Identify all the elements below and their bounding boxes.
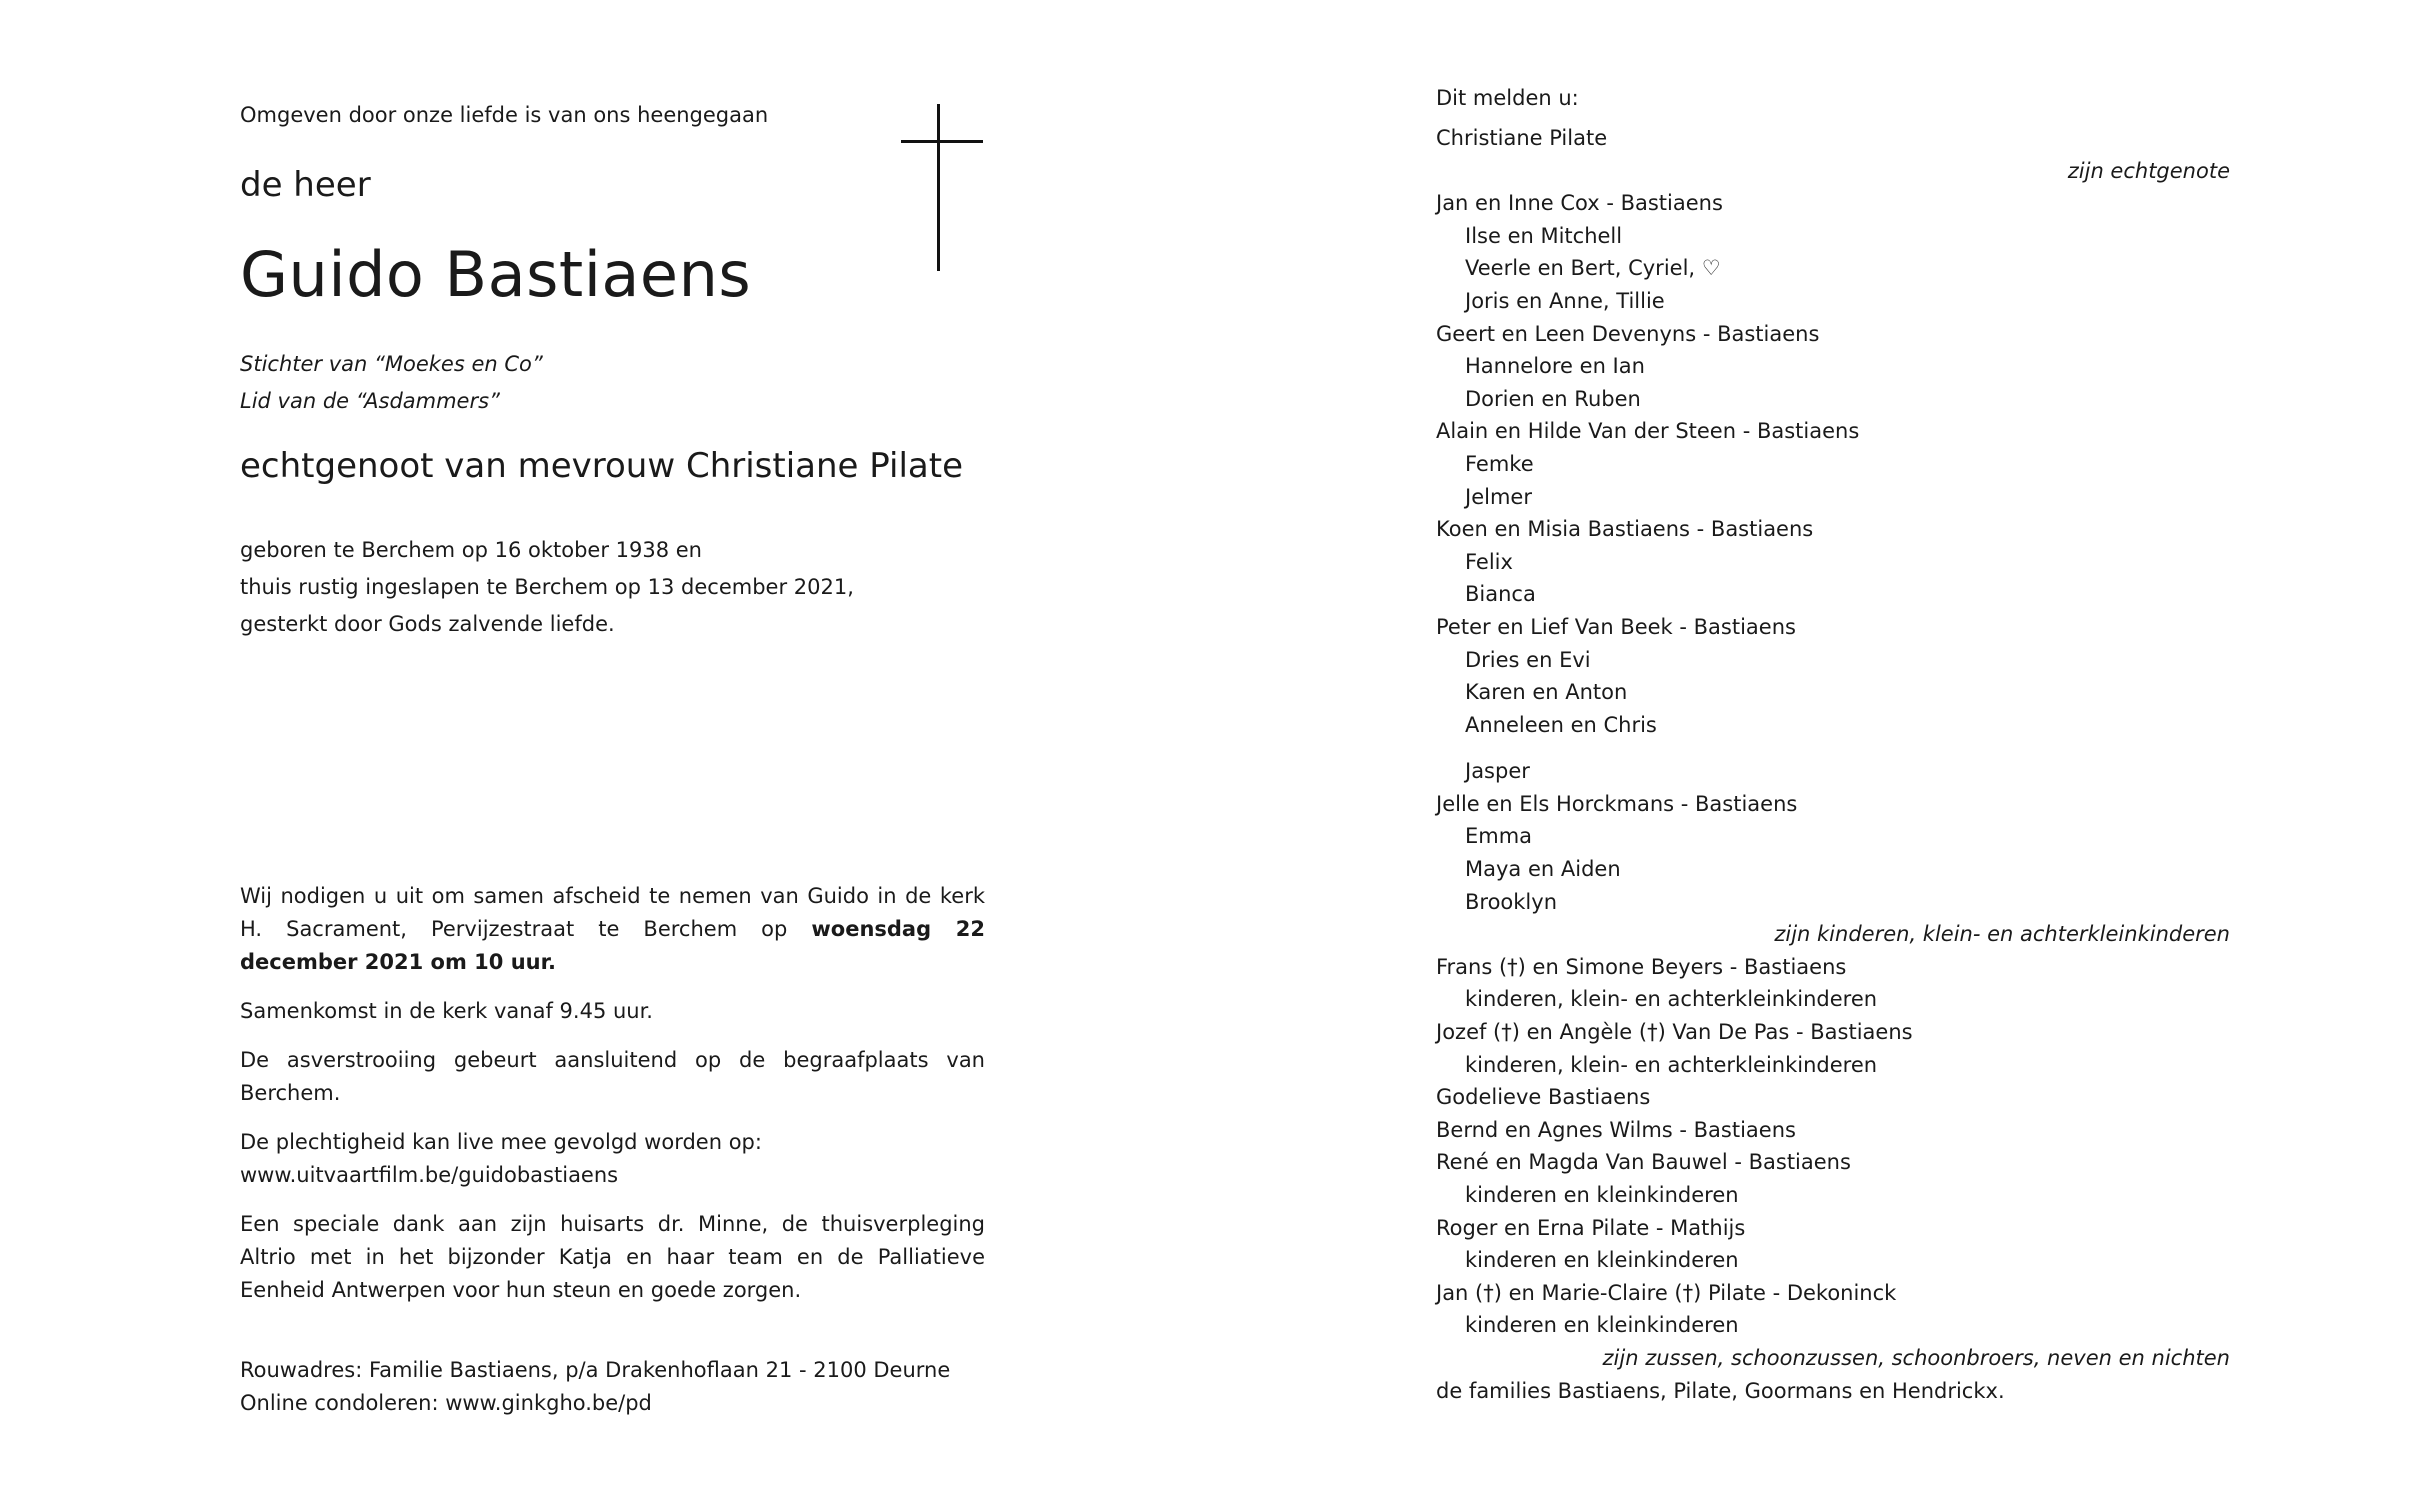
- family-entry: kinderen en kleinkinderen: [1465, 1313, 1739, 1338]
- relation-label: zijn echtgenote: [2067, 158, 2230, 183]
- family-entry: Jan (†) en Marie-Claire (†) Pilate - Dekoninck: [1436, 1280, 1897, 1305]
- gathering-paragraph: Samenkomst in de kerk vanaf 9.45 uur.: [240, 999, 653, 1023]
- relation-label: zijn zussen, schoonzussen, schoonbroers, neven en nichten: [1602, 1345, 2230, 1370]
- family-entry: Ilse en Mitchell: [1465, 223, 1623, 248]
- family-entry: René en Magda Van Bauwel - Bastiaens: [1436, 1150, 1851, 1175]
- family-entry: Veerle en Bert, Cyriel, ♡: [1465, 256, 1721, 281]
- family-entry: Jasper: [1465, 759, 1530, 784]
- family-entry: kinderen en kleinkinderen: [1465, 1183, 1739, 1207]
- left-page: [0, 0, 1213, 1509]
- family-entry: Emma: [1465, 824, 1533, 849]
- footer: [240, 1354, 950, 1420]
- livestream-paragraph: [240, 1126, 985, 1192]
- family-entry: Jozef (†) en Angèle (†) Van De Pas - Bastiaens: [1436, 1020, 1913, 1045]
- family-entry: Godelieve Bastiaens: [1436, 1085, 1651, 1110]
- invitation-paragraph: [240, 880, 985, 979]
- family-entry: Joris en Anne, Tillie: [1465, 288, 1665, 313]
- family-entry: Frans (†) en Simone Beyers - Bastiaens: [1436, 954, 1847, 979]
- family-entry: Christiane Pilate: [1436, 126, 1608, 150]
- roles: [240, 346, 543, 420]
- family-entry: Felix: [1465, 549, 1513, 574]
- family-announcement: [1436, 82, 2230, 1407]
- family-entry: Jan en Inne Cox - Bastiaens: [1436, 191, 1723, 216]
- family-entry: Peter en Lief Van Beek - Bastiaens: [1436, 614, 1796, 639]
- life-dates: [240, 532, 854, 643]
- announcement-heading: Dit melden u:: [1436, 86, 1579, 110]
- family-entry: Dries en Evi: [1465, 647, 1591, 672]
- deceased-name: Guido Bastiaens: [240, 238, 752, 311]
- family-entry: Alain en Hilde Van der Steen - Bastiaens: [1436, 419, 1860, 444]
- invitation-text: Wij nodigen u uit om samen afscheid te nemen van Guido in de kerk H. Sacrament, Pervijzestraat te Berchem op: [240, 884, 985, 941]
- family-entry: Hannelore en Ian: [1465, 354, 1645, 379]
- service-date: woensdag 22 december 2021 om 10 uur.: [240, 917, 986, 974]
- family-entry: Geert en Leen Devenyns - Bastiaens: [1436, 321, 1820, 346]
- online-condolences: Online condoleren: www.ginkgho.be/pd: [240, 1391, 652, 1415]
- ashes-paragraph: De asverstrooiing gebeurt aansluitend op de begraafplaats van Berchem.: [240, 1048, 985, 1105]
- livestream-label: De plechtigheid kan live mee gevolgd worden op:: [240, 1130, 762, 1154]
- family-entry: Roger en Erna Pilate - Mathijs: [1436, 1215, 1746, 1240]
- family-entry: Femke: [1465, 451, 1534, 476]
- family-entry: kinderen, klein- en achterkleinkinderen: [1465, 987, 1878, 1012]
- family-entry: Bernd en Agnes Wilms - Bastiaens: [1436, 1117, 1796, 1142]
- thanks-paragraph: Een speciale dank aan zijn huisarts dr. Minne, de thuisverpleging Altrio met in het bijzonder Katja en haar team en de Palliatieve Eenheid Antwerpen voor hun steun en goede zorgen.: [240, 1212, 985, 1302]
- family-entry: Anneleen en Chris: [1465, 712, 1657, 737]
- life-line: thuis rustig ingeslapen te Berchem op 13 december 2021,: [240, 575, 854, 599]
- family-entry: Jelle en Els Horckmans - Bastiaens: [1436, 791, 1798, 816]
- role-line: Stichter van “Moekes en Co”: [240, 352, 543, 376]
- life-line: gesterkt door Gods zalvende liefde.: [240, 612, 615, 636]
- family-entry: kinderen en kleinkinderen: [1465, 1248, 1739, 1273]
- family-entry: de families Bastiaens, Pilate, Goormans en Hendrickx.: [1436, 1378, 2005, 1403]
- mourning-address: Rouwadres: Familie Bastiaens, p/a Drakenhoflaan 21 - 2100 Deurne: [240, 1358, 951, 1382]
- livestream-url: www.uitvaartfilm.be/guidobastiaens: [240, 1163, 619, 1187]
- family-entry: Jelmer: [1465, 484, 1532, 509]
- family-list: [1436, 122, 2230, 1407]
- family-entry: Bianca: [1465, 582, 1536, 607]
- family-entry: kinderen, klein- en achterkleinkinderen: [1465, 1052, 1878, 1077]
- honorific: de heer: [240, 165, 371, 205]
- family-entry: Karen en Anton: [1465, 680, 1628, 705]
- family-entry: Brooklyn: [1465, 889, 1558, 914]
- family-entry: Koen en Misia Bastiaens - Bastiaens: [1436, 517, 1814, 542]
- intro-line: Omgeven door onze liefde is van ons heengegaan: [240, 103, 769, 127]
- family-entry: Dorien en Ruben: [1465, 386, 1641, 411]
- role-line: Lid van de “Asdammers”: [240, 389, 500, 413]
- relation-label: zijn kinderen, klein- en achterkleinkinderen: [1774, 922, 2230, 947]
- service-details: [240, 880, 985, 1323]
- life-line: geboren te Berchem op 16 oktober 1938 en: [240, 538, 702, 562]
- family-entry: Maya en Aiden: [1465, 857, 1621, 882]
- spouse-line: echtgenoot van mevrouw Christiane Pilate: [240, 446, 963, 486]
